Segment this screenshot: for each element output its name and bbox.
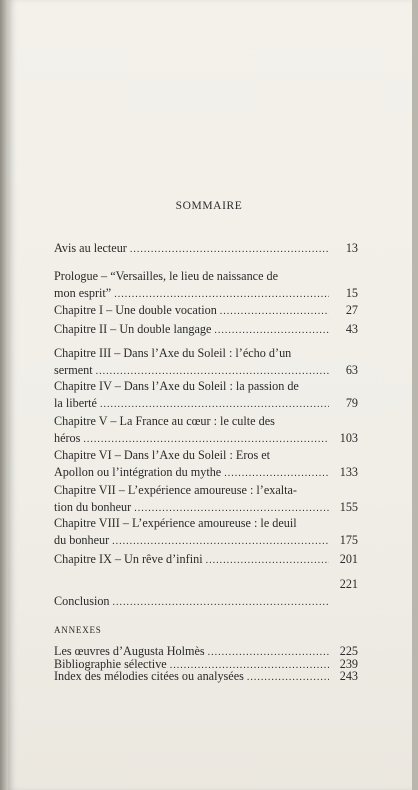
toc-page-number: 175 [339, 532, 358, 547]
toc-page-number: 239 [339, 657, 358, 671]
dot-leader [206, 553, 329, 570]
toc-entry-title-line2: du bonheur [54, 532, 110, 547]
dot-leader [83, 432, 329, 449]
toc-entry-title-line1: Chapitre III – Dans l’Axe du Soleil : l’écho d’un [54, 346, 292, 360]
toc-page-number: 79 [345, 395, 358, 410]
toc-entry-chapitre-3[interactable] [54, 345, 358, 380]
toc-page-number: 63 [345, 362, 358, 377]
toc-entry-title: Index des mélodies citées ou analysées [54, 669, 244, 683]
annexe-entry-index[interactable] [54, 670, 358, 685]
toc-entry-title-line2: mon esprit” [54, 285, 112, 300]
toc-entry-chapitre-6[interactable] [54, 447, 358, 482]
toc-page-number: 243 [339, 669, 358, 683]
toc-entry-title: Avis au lecteur [54, 241, 127, 255]
toc-entry-chapitre-5[interactable] [54, 413, 358, 448]
toc-page-number: 133 [339, 464, 358, 479]
toc-page-number: 43 [345, 322, 358, 336]
dot-leader [247, 671, 329, 685]
toc-entry-title: Chapitre I – Une double vocation [54, 303, 217, 317]
toc-entry-title-line1: Chapitre VII – L’expérience amoureuse : l’exalta- [54, 483, 297, 497]
toc-entry-title: Bibliographie sélective [54, 657, 167, 671]
toc-page-number: 155 [339, 499, 358, 514]
annexes-heading: ANNEXES [54, 625, 102, 635]
toc-entry-title: Chapitre II – Un double langage [54, 322, 212, 336]
toc-entry-chapitre-7[interactable] [54, 482, 358, 517]
toc-entry-chapitre-9[interactable] [54, 551, 358, 570]
toc-entry-prologue[interactable] [54, 268, 358, 303]
toc-entry-title: Les œuvres d’Augusta Holmès [54, 644, 205, 658]
toc-entry-title: Chapitre IX – Un rêve d’infini [54, 552, 203, 566]
toc-entry-chapitre-8[interactable] [54, 515, 358, 550]
toc-entry-chapitre-1[interactable] [54, 302, 358, 321]
book-spine-shadow [0, 0, 8, 790]
toc-page-number: 225 [339, 644, 358, 658]
toc-page-number: 201 [339, 552, 358, 566]
toc-page-number: 221 [339, 577, 358, 591]
dot-leader [114, 287, 329, 304]
toc-page-number: 27 [345, 303, 358, 317]
dot-leader [130, 242, 329, 259]
toc-entry-conclusion[interactable] [54, 576, 358, 611]
toc-entry-title-line1: Prologue – “Versailles, le lieu de naissance de [54, 269, 279, 283]
toc-entry-chapitre-2[interactable] [54, 321, 358, 340]
toc-page-number: 13 [345, 241, 358, 255]
toc-entry-title-line1: Chapitre VI – Dans l’Axe du Soleil : Eros et [54, 448, 271, 462]
page-title: SOMMAIRE [175, 200, 243, 212]
toc-entry-chapitre-4[interactable] [54, 378, 358, 413]
toc-entry-title-line2: Apollon ou l’intégration du mythe [54, 464, 222, 479]
toc-page-number: 15 [345, 285, 358, 300]
toc-entry-title-line1: Chapitre V – La France au cœur : le culte des [54, 414, 275, 428]
toc-entry-title-line2: serment [54, 362, 93, 377]
dot-leader [113, 595, 329, 612]
toc-entry-title-line2: tion du bonheur [54, 499, 132, 514]
toc-entry-title-line1: Chapitre VIII – L’expérience amoureuse : le deuil [54, 516, 297, 530]
dot-leader [220, 304, 329, 321]
toc-entry-title-line1: Chapitre IV – Dans l’Axe du Soleil : la passion de [54, 379, 299, 393]
dot-leader [100, 397, 329, 414]
dot-leader [112, 534, 329, 551]
toc-entry-title-line2: héros [54, 430, 81, 445]
toc-page-number: 103 [339, 430, 358, 445]
dot-leader [214, 323, 329, 340]
toc-entry-title-line2: la liberté [54, 395, 97, 410]
toc-entry-avis[interactable] [54, 240, 358, 259]
dot-leader [224, 466, 329, 483]
toc-entry-title: Conclusion [54, 593, 110, 608]
